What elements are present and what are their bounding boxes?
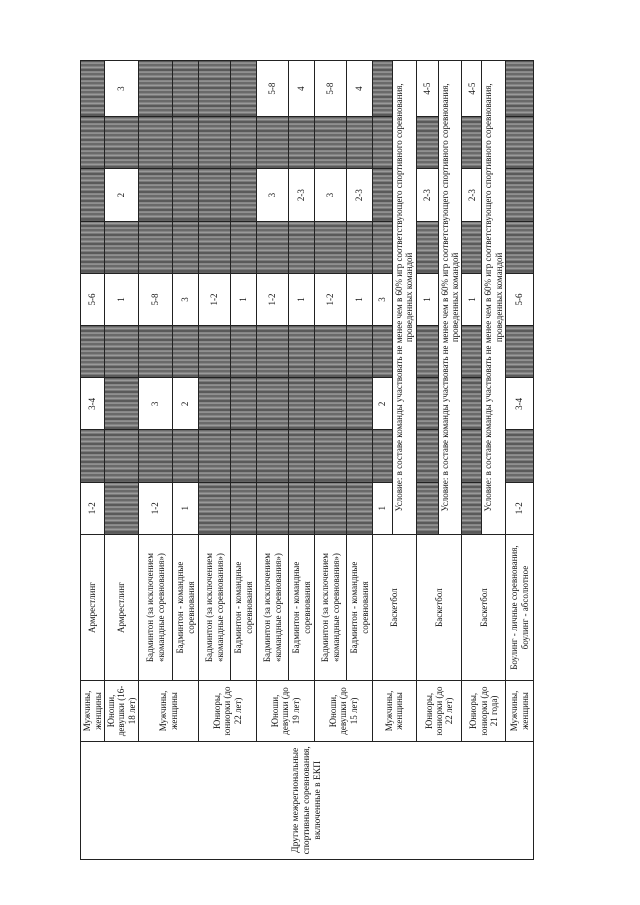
rank-cell: 3 <box>257 169 289 221</box>
rank-cell <box>231 430 257 482</box>
rank-cell: 5-8 <box>139 273 173 325</box>
rank-cell: 2-3 <box>289 169 315 221</box>
rank-cell <box>231 117 257 169</box>
rank-cell: 3 <box>173 273 199 325</box>
rank-cell <box>416 117 438 169</box>
rank-cell <box>139 61 173 117</box>
age-category: Мужчины, женщины <box>506 681 534 741</box>
rank-cell <box>257 430 289 482</box>
discipline-name: Боулинг - личные соревнования, боулинг - абсолютное <box>506 534 534 681</box>
rank-cell: 1-2 <box>139 482 173 534</box>
rank-cell: 3-4 <box>81 378 105 430</box>
rank-cell <box>347 117 373 169</box>
rank-cell <box>462 482 482 534</box>
rank-cell: 1 <box>231 273 257 325</box>
age-category: Юноши, девушки (16-18 лет) <box>105 681 139 741</box>
age-category: Юноши, девушки (до 19 лет) <box>257 681 315 741</box>
table-row <box>506 61 534 860</box>
age-category: Юниоры, юниорки (до 21 года) <box>462 681 506 741</box>
rank-cell <box>199 117 231 169</box>
ranking-table <box>80 60 534 860</box>
rank-cell <box>462 378 482 430</box>
age-category: Юниоры, юниорки (до 22 лет) <box>199 681 257 741</box>
rank-cell: 3-4 <box>506 378 534 430</box>
rank-cell: 3 <box>315 169 347 221</box>
rank-cell <box>199 378 231 430</box>
rank-cell <box>373 169 393 221</box>
rank-cell <box>81 221 105 273</box>
rank-cell <box>231 221 257 273</box>
rank-cell: 4-5 <box>462 61 482 117</box>
rotated-sheet <box>80 60 530 860</box>
discipline-name: Бадминтон - командные соревнования <box>173 534 199 681</box>
rank-cell <box>199 61 231 117</box>
discipline-name: Баскетбол <box>462 534 506 681</box>
rank-cell <box>347 378 373 430</box>
rank-cell <box>347 221 373 273</box>
age-category: Мужчины, женщины <box>81 681 105 741</box>
rank-cell: 4 <box>289 61 315 117</box>
discipline-name: Бадминтон (за исключением «командные соревнования») <box>315 534 347 681</box>
rank-cell <box>462 326 482 378</box>
rank-cell <box>315 430 347 482</box>
rank-cell: 2-3 <box>462 169 482 221</box>
rank-cell <box>506 61 534 117</box>
rank-cell: 1 <box>347 273 373 325</box>
rank-cell <box>139 169 173 221</box>
age-category: Юниоры, юниорки (до 22 лет) <box>416 681 462 741</box>
rank-cell <box>257 221 289 273</box>
rank-cell <box>289 326 315 378</box>
rank-cell <box>105 430 139 482</box>
rank-cell <box>506 117 534 169</box>
group-label: Другие межрегиональные спортивные соревнования, включенные в ЕКП <box>81 741 534 859</box>
rank-cell: 3 <box>105 61 139 117</box>
rank-cell <box>416 482 438 534</box>
rank-cell <box>81 430 105 482</box>
rank-cell <box>231 169 257 221</box>
rank-cell <box>257 378 289 430</box>
condition-note: Условие: в составе команды участвовать не менее чем в 60% игр соответствующего спортивного соревнования, проведенных командой <box>438 61 462 535</box>
rank-cell: 2-3 <box>347 169 373 221</box>
rank-cell <box>347 482 373 534</box>
rank-cell <box>139 430 173 482</box>
rank-cell <box>105 326 139 378</box>
rank-cell <box>199 482 231 534</box>
rank-cell <box>257 326 289 378</box>
rank-cell <box>347 326 373 378</box>
rank-cell <box>289 482 315 534</box>
rank-cell: 2 <box>373 378 393 430</box>
rank-cell <box>416 221 438 273</box>
table-row <box>105 61 139 860</box>
rank-cell <box>315 221 347 273</box>
rank-cell <box>199 221 231 273</box>
rank-cell <box>81 169 105 221</box>
condition-note: Условие: в составе команды участвовать не менее чем в 60% игр соответствующего спортивного соревнования, проведенных командой <box>482 61 506 535</box>
rank-cell: 5-8 <box>315 61 347 117</box>
rank-cell: 2-3 <box>416 169 438 221</box>
rank-cell <box>231 378 257 430</box>
rank-cell: 1 <box>105 273 139 325</box>
rank-cell: 5-6 <box>81 273 105 325</box>
rank-cell: 3 <box>139 378 173 430</box>
rank-cell <box>416 430 438 482</box>
rank-cell <box>231 61 257 117</box>
rank-cell <box>173 169 199 221</box>
rank-cell <box>199 169 231 221</box>
rank-cell <box>373 61 393 117</box>
rank-cell: 1 <box>416 273 438 325</box>
rank-cell: 1-2 <box>315 273 347 325</box>
rank-cell <box>173 61 199 117</box>
discipline-name: Армрестлинг <box>81 534 105 681</box>
rank-cell <box>199 430 231 482</box>
rank-cell: 1-2 <box>199 273 231 325</box>
rank-cell <box>462 117 482 169</box>
rank-cell: 1-2 <box>81 482 105 534</box>
rank-cell <box>139 221 173 273</box>
table-row <box>139 61 173 860</box>
rank-cell: 1-2 <box>257 273 289 325</box>
condition-note: Условие: в составе команды участвовать не менее чем в 60% игр соответствующего спортивного соревнования, проведенных командой <box>393 61 417 535</box>
rank-cell <box>462 221 482 273</box>
table-row <box>315 61 347 860</box>
rank-cell <box>315 326 347 378</box>
discipline-name: Бадминтон (за исключением «командные соревнования») <box>257 534 289 681</box>
rank-cell <box>347 430 373 482</box>
rank-cell <box>257 117 289 169</box>
rank-cell <box>315 378 347 430</box>
rank-cell <box>289 378 315 430</box>
rank-cell: 1-2 <box>506 482 534 534</box>
discipline-name: Бадминтон (за исключением «командные соревнования») <box>139 534 173 681</box>
rank-cell: 4 <box>347 61 373 117</box>
rank-cell <box>81 117 105 169</box>
discipline-name: Баскетбол <box>416 534 462 681</box>
rank-cell <box>315 482 347 534</box>
rank-cell <box>139 326 173 378</box>
rank-cell: 4-5 <box>416 61 438 117</box>
rank-cell <box>257 482 289 534</box>
rank-cell <box>81 326 105 378</box>
rank-cell <box>373 117 393 169</box>
rank-cell <box>173 430 199 482</box>
rank-cell <box>231 482 257 534</box>
table-row <box>373 61 393 860</box>
discipline-name: Бадминтон - командные соревнования <box>289 534 315 681</box>
table-row <box>416 61 438 860</box>
rank-cell <box>416 378 438 430</box>
rank-cell: 1 <box>462 273 482 325</box>
rank-cell <box>81 61 105 117</box>
discipline-name: Армрестлинг <box>105 534 139 681</box>
rank-cell <box>139 117 173 169</box>
rank-cell <box>105 378 139 430</box>
rank-cell <box>199 326 231 378</box>
rank-cell: 5-6 <box>506 273 534 325</box>
discipline-name: Бадминтон (за исключением «командные соревнования») <box>199 534 231 681</box>
table-row <box>199 61 231 860</box>
age-category: Мужчины, женщины <box>139 681 199 741</box>
table-row <box>462 61 482 860</box>
rank-cell: 1 <box>373 482 393 534</box>
age-category: Юноши, девушки (до 15 лет) <box>315 681 373 741</box>
rank-cell <box>373 326 393 378</box>
rank-cell: 1 <box>173 482 199 534</box>
rank-cell <box>506 326 534 378</box>
rank-cell: 2 <box>173 378 199 430</box>
rank-cell <box>173 221 199 273</box>
rank-cell <box>373 221 393 273</box>
rank-cell <box>289 117 315 169</box>
rank-cell <box>105 221 139 273</box>
rank-cell: 3 <box>373 273 393 325</box>
discipline-name: Бадминтон - командные соревнования <box>231 534 257 681</box>
rank-cell <box>105 482 139 534</box>
rank-cell: 5-8 <box>257 61 289 117</box>
rank-cell <box>105 117 139 169</box>
rank-cell <box>506 169 534 221</box>
rank-cell <box>173 117 199 169</box>
discipline-name: Бадминтон - командные соревнования <box>347 534 373 681</box>
rank-cell <box>231 326 257 378</box>
rank-cell: 1 <box>289 273 315 325</box>
rank-cell <box>462 430 482 482</box>
table-row <box>257 61 289 860</box>
rank-cell <box>173 326 199 378</box>
rank-cell <box>373 430 393 482</box>
rank-cell <box>289 221 315 273</box>
rank-cell <box>506 430 534 482</box>
discipline-name: Баскетбол <box>373 534 417 681</box>
age-category: Мужчины, женщины <box>373 681 417 741</box>
rank-cell <box>416 326 438 378</box>
rank-cell <box>506 221 534 273</box>
rank-cell <box>289 430 315 482</box>
rank-cell: 2 <box>105 169 139 221</box>
table-row <box>81 61 105 860</box>
rank-cell <box>315 117 347 169</box>
